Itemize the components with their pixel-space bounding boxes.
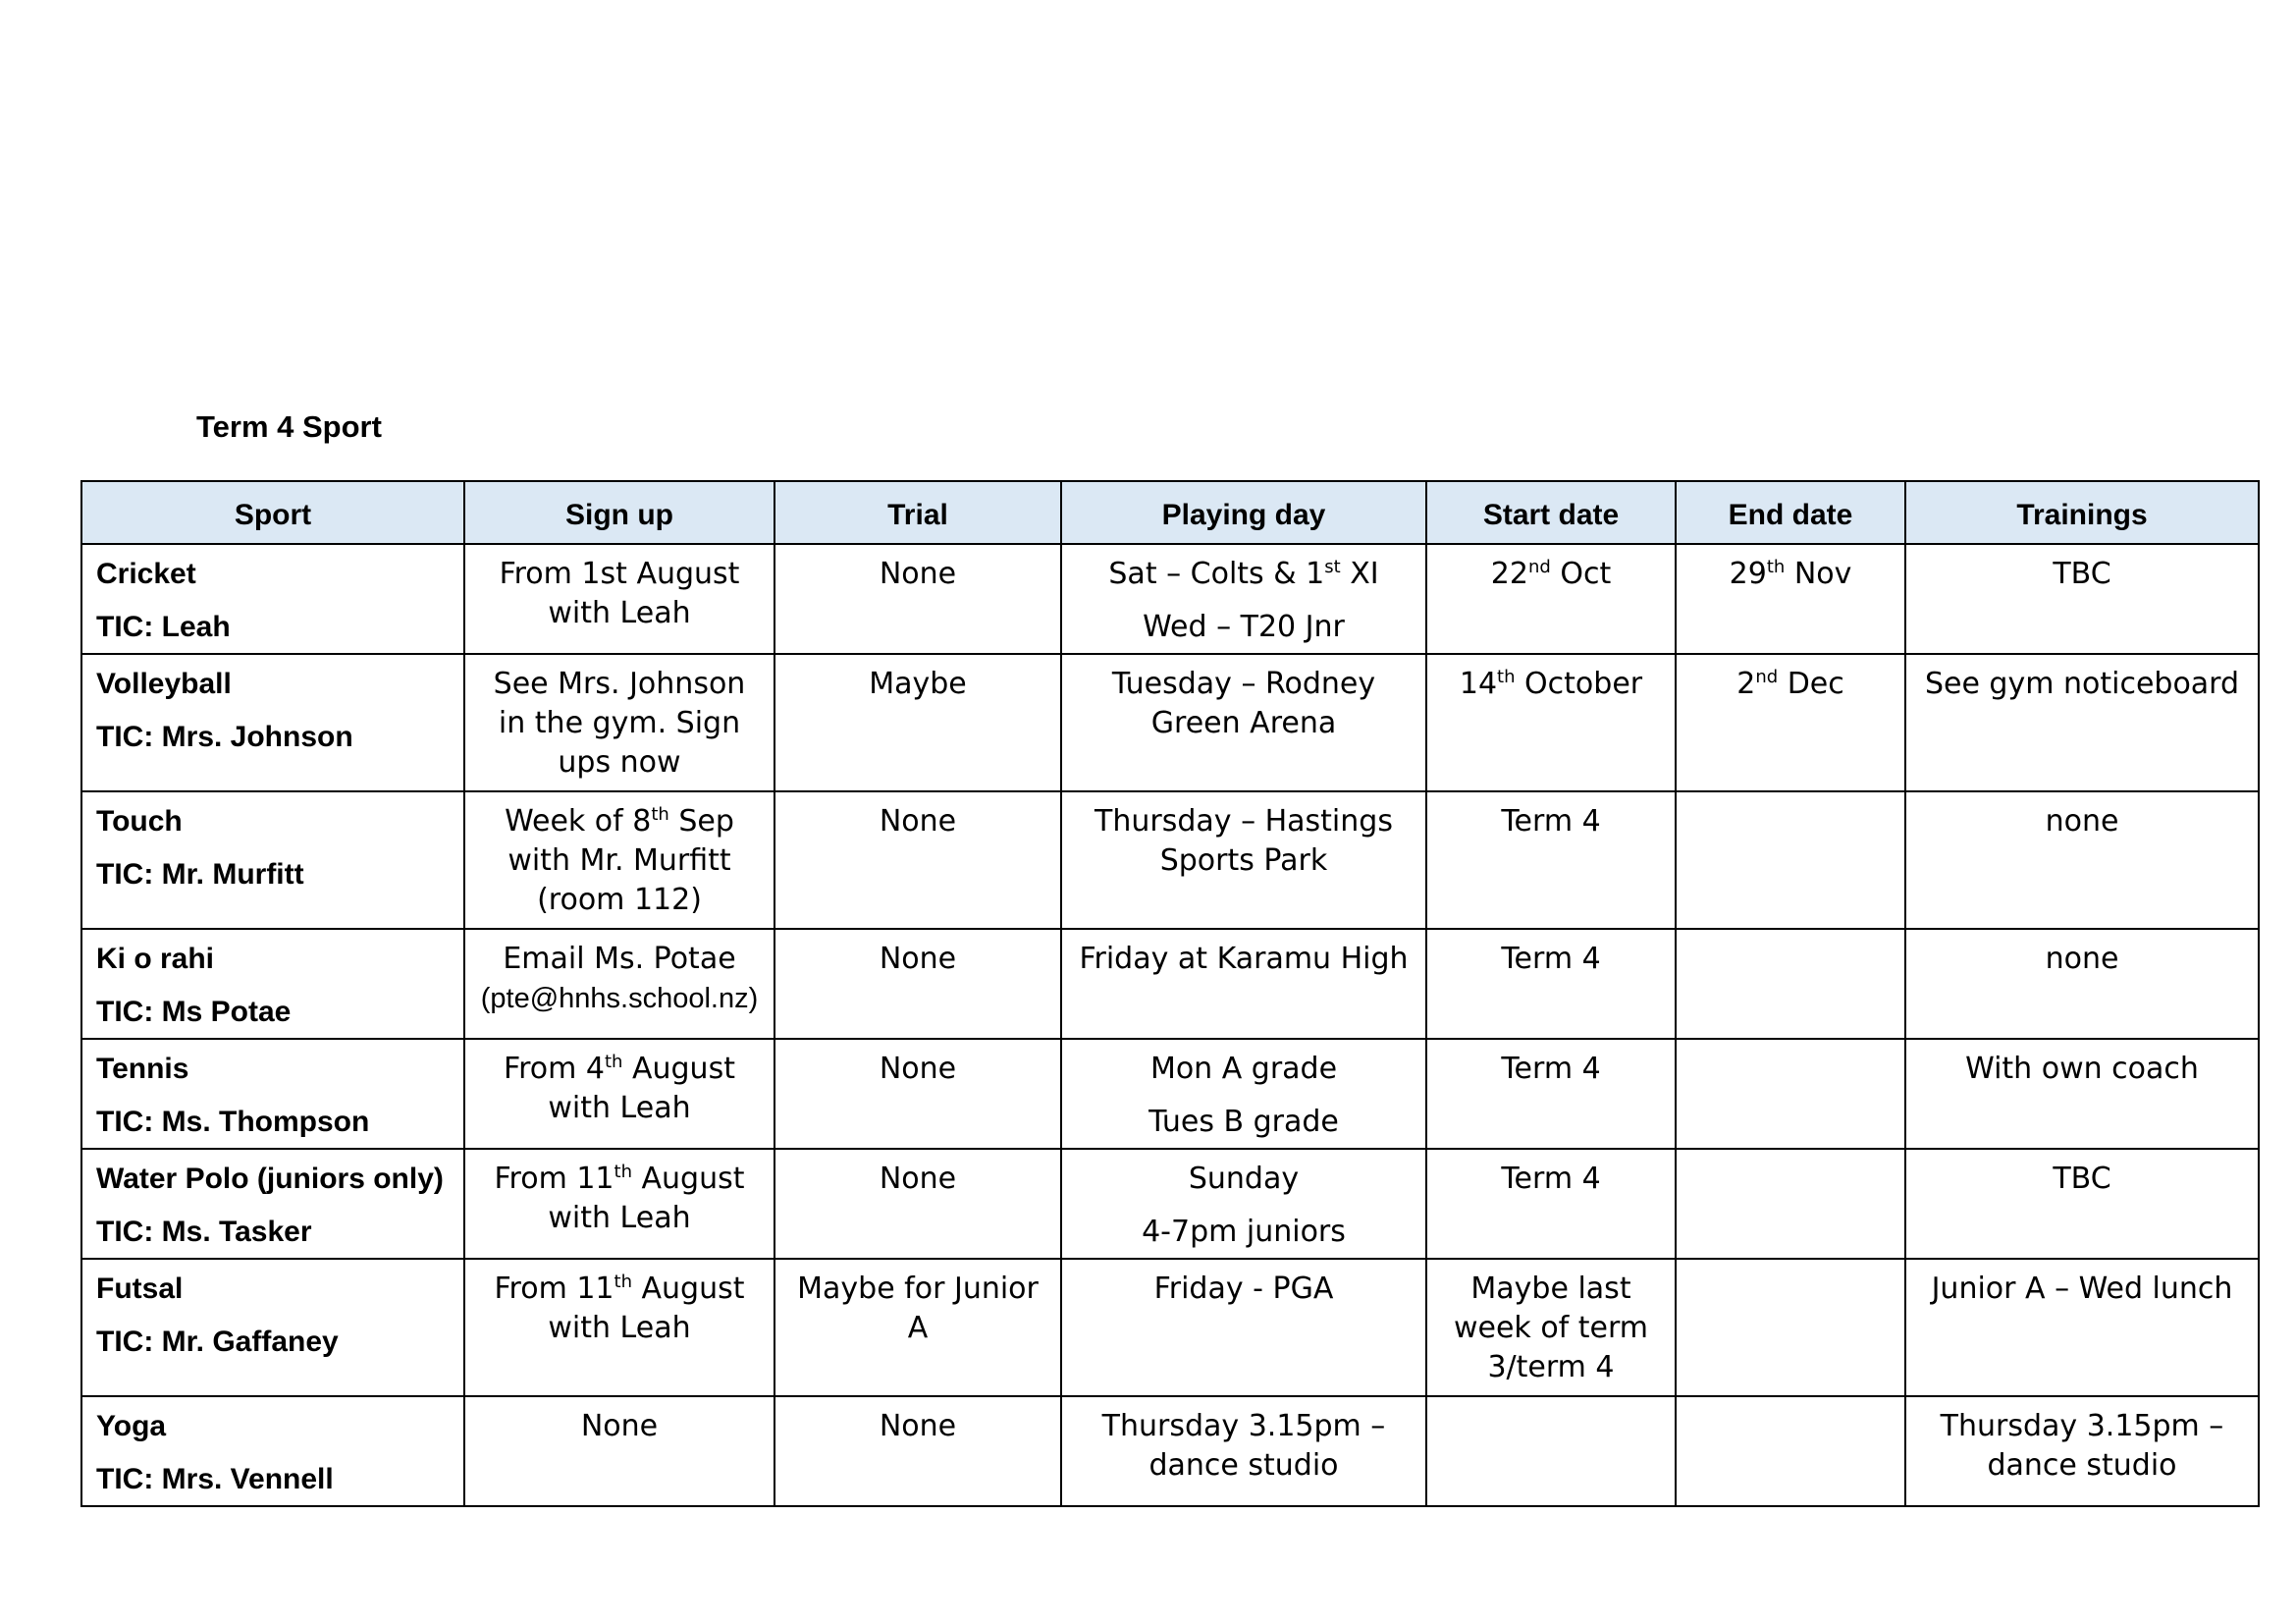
signup-cell: Week of 8th Sep with Mr. Murfitt (room 112) [464, 791, 774, 929]
trainings-cell: none [1905, 929, 2259, 1039]
sport-tic: TIC: Mrs. Vennell [96, 1463, 334, 1495]
trainings-cell: TBC [1905, 1149, 2259, 1259]
trainings-cell: With own coach [1905, 1039, 2259, 1149]
sport-cell [81, 1396, 464, 1506]
end-date-cell [1676, 1149, 1905, 1259]
sport-name: Futsal [96, 1272, 184, 1305]
playing-day-cell: Friday at Karamu High [1061, 929, 1426, 1039]
column-header-trainings: Trainings [1905, 481, 2259, 544]
page-title: Term 4 Sport [196, 409, 382, 444]
start-date-cell: Term 4 [1426, 1039, 1676, 1149]
playing-day-cell: Mon A grade Tues B grade [1061, 1039, 1426, 1149]
signup-cell: None [464, 1396, 774, 1506]
sport-cell [81, 791, 464, 929]
table-row [81, 654, 2259, 791]
start-date-cell: Term 4 [1426, 791, 1676, 929]
trainings-cell: none [1905, 791, 2259, 929]
playing-day-cell: Thursday – Hastings Sports Park [1061, 791, 1426, 929]
table-row [81, 1149, 2259, 1259]
table-header-row [81, 481, 2259, 544]
signup-cell: See Mrs. Johnson in the gym. Sign ups now [464, 654, 774, 791]
column-header-end-date: End date [1676, 481, 1905, 544]
sport-cell [81, 1259, 464, 1396]
trial-cell: Maybe [774, 654, 1061, 791]
column-header-start-date: Start date [1426, 481, 1676, 544]
end-date-cell [1676, 1396, 1905, 1506]
sport-schedule-table [80, 480, 2260, 1507]
table-row [81, 1039, 2259, 1149]
sport-cell [81, 544, 464, 654]
end-date-cell [1676, 1259, 1905, 1396]
sport-name: Cricket [96, 558, 196, 590]
playing-day-cell [1061, 544, 1426, 654]
trial-cell: None [774, 929, 1061, 1039]
column-header-trial: Trial [774, 481, 1061, 544]
playing-day-cell: Thursday 3.15pm – dance studio [1061, 1396, 1426, 1506]
sport-tic: TIC: Leah [96, 611, 231, 643]
sport-name: Touch [96, 805, 183, 838]
email-link[interactable]: (pte@hnhs.school.nz) [480, 983, 759, 1014]
signup-cell: Email Ms. Potae (pte@hnhs.school.nz) [464, 929, 774, 1039]
trainings-cell: TBC [1905, 544, 2259, 654]
playing-day-cell: Friday - PGA [1061, 1259, 1426, 1396]
start-date-cell: Maybe last week of term 3/term 4 [1426, 1259, 1676, 1396]
sport-cell [81, 1039, 464, 1149]
signup-cell: From 11th August with Leah [464, 1149, 774, 1259]
start-date-cell: Term 4 [1426, 1149, 1676, 1259]
column-header-sign-up: Sign up [464, 481, 774, 544]
start-date-cell: 14th October [1426, 654, 1676, 791]
end-date-cell: 2nd Dec [1676, 654, 1905, 791]
playing-day-line: Sat – Colts & 1st XI [1108, 557, 1379, 591]
start-date-cell: Term 4 [1426, 929, 1676, 1039]
table-row [81, 1259, 2259, 1396]
signup-cell: From 4th August with Leah [464, 1039, 774, 1149]
signup-cell: From 1st August with Leah [464, 544, 774, 654]
sport-tic: TIC: Ms. Thompson [96, 1106, 370, 1138]
sport-name: Ki o rahi [96, 943, 215, 975]
start-date-cell: 22nd Oct [1426, 544, 1676, 654]
trial-cell: None [774, 1149, 1061, 1259]
trial-cell: None [774, 791, 1061, 929]
trial-cell: Maybe for Junior A [774, 1259, 1061, 1396]
trainings-cell: Thursday 3.15pm – dance studio [1905, 1396, 2259, 1506]
playing-day-cell: Sunday 4-7pm juniors [1061, 1149, 1426, 1259]
sport-tic: TIC: Mr. Gaffaney [96, 1326, 339, 1358]
sport-tic: TIC: Ms Potae [96, 996, 292, 1028]
playing-day-line: Wed – T20 Jnr [1143, 610, 1345, 644]
column-header-sport: Sport [81, 481, 464, 544]
column-header-playing-day: Playing day [1061, 481, 1426, 544]
table-row [81, 544, 2259, 654]
sport-tic: TIC: Mr. Murfitt [96, 858, 304, 891]
sport-tic: TIC: Mrs. Johnson [96, 721, 353, 753]
sport-name: Volleyball [96, 668, 232, 700]
sport-cell [81, 654, 464, 791]
table-row [81, 791, 2259, 929]
end-date-cell [1676, 1039, 1905, 1149]
trainings-cell: See gym noticeboard [1905, 654, 2259, 791]
end-date-cell [1676, 791, 1905, 929]
sport-name: Water Polo (juniors only) [96, 1163, 444, 1195]
sport-name: Yoga [96, 1410, 167, 1442]
start-date-cell [1426, 1396, 1676, 1506]
playing-day-cell: Tuesday – Rodney Green Arena [1061, 654, 1426, 791]
sport-tic: TIC: Ms. Tasker [96, 1216, 312, 1248]
signup-cell: From 11th August with Leah [464, 1259, 774, 1396]
sport-cell [81, 1149, 464, 1259]
end-date-cell: 29th Nov [1676, 544, 1905, 654]
trainings-cell: Junior A – Wed lunch [1905, 1259, 2259, 1396]
table-row [81, 1396, 2259, 1506]
trial-cell: None [774, 1039, 1061, 1149]
trial-cell: None [774, 1396, 1061, 1506]
trial-cell: None [774, 544, 1061, 654]
sport-name: Tennis [96, 1053, 189, 1085]
sport-cell [81, 929, 464, 1039]
end-date-cell [1676, 929, 1905, 1039]
table-row [81, 929, 2259, 1039]
